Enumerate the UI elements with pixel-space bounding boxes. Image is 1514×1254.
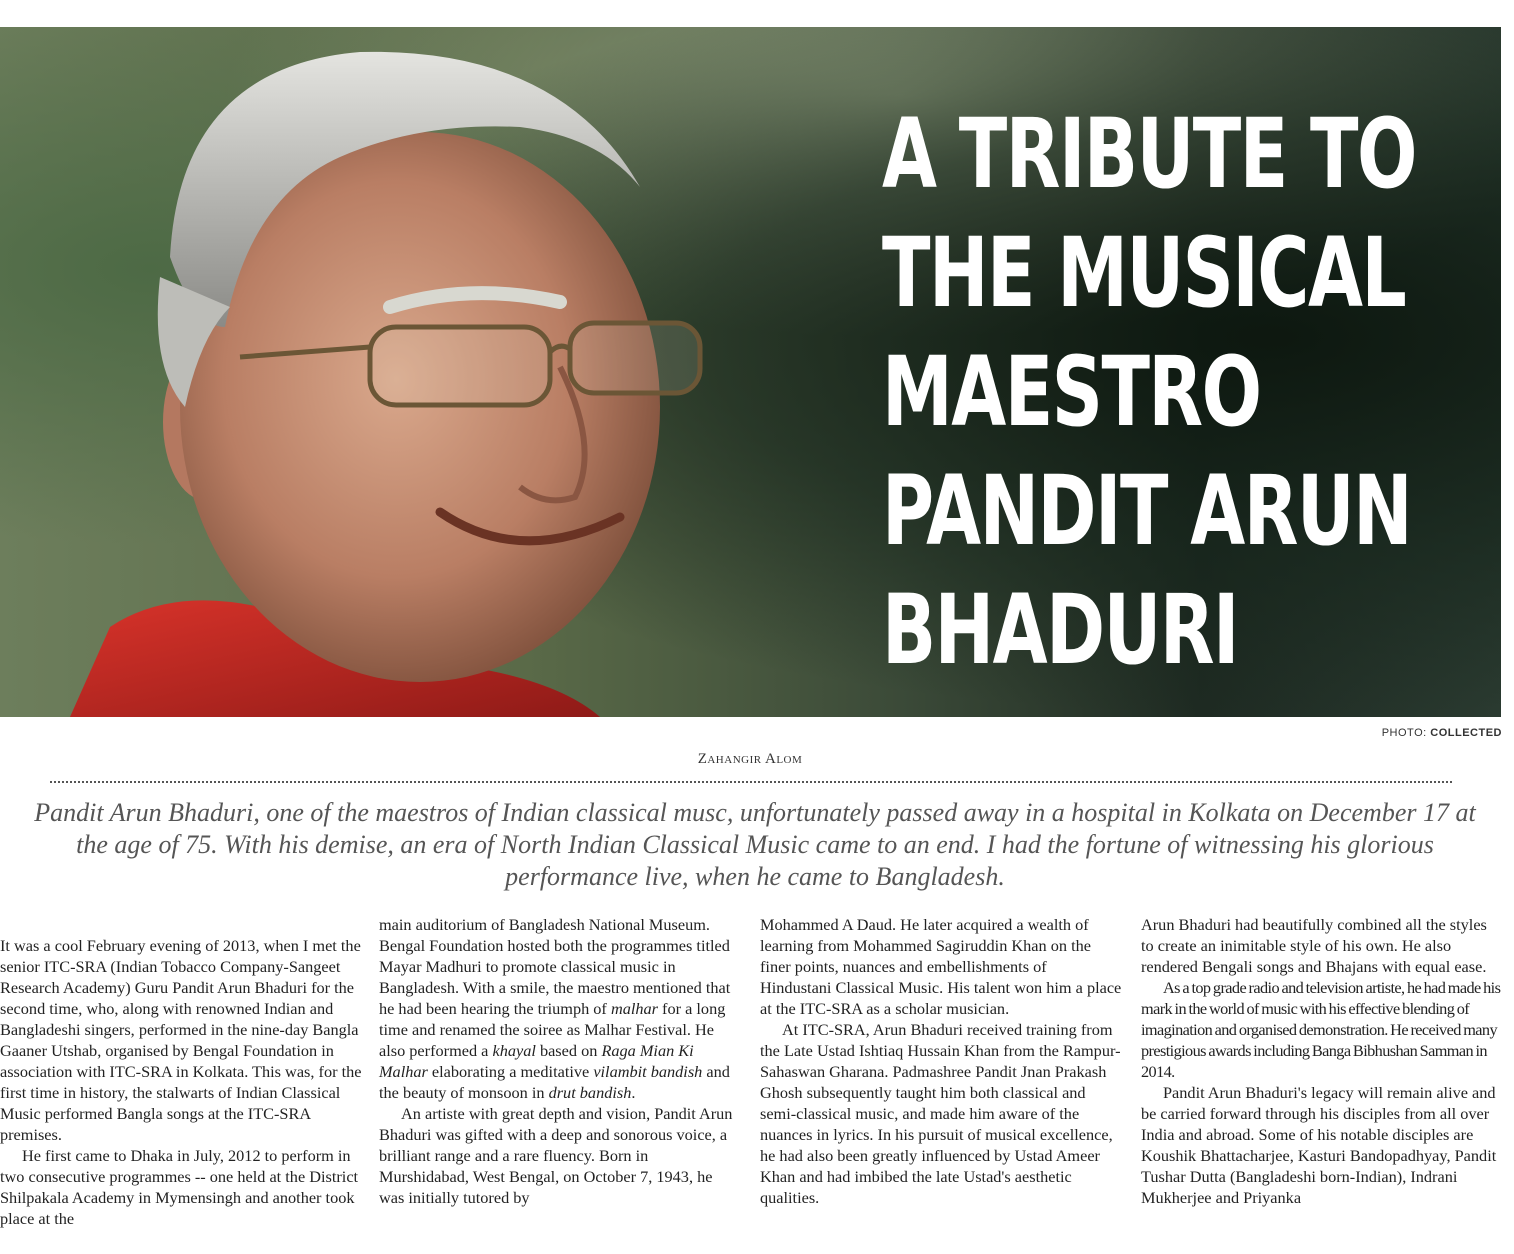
paragraph: [379, 914, 741, 1103]
emphasis: Raga Mian Ki Malhar: [379, 1041, 694, 1081]
paragraph: An artiste with great depth and vision, Pandit Arun Bhaduri was gifted with a deep and sonorous voice, a brilliant range and a rare fluency. Born in Murshidabad, West Bengal, on October 7, 1943, he was initially tutored by: [379, 1104, 733, 1207]
headline-line: THE MUSICAL: [882, 217, 1406, 329]
intro-deck: Pandit Arun Bhaduri, one of the maestros of Indian classical musc, unfortunately passed away in a hospital in Kolkata on December 17 at the age of 75. With his demise, an era of North Indian Classical Music came to an end. I had the fortune of witnessing his glorious performance live, when he came to Bangladesh.: [34, 798, 1476, 891]
text-run: .: [631, 1083, 636, 1102]
glasses-right-lens: [570, 323, 700, 393]
text-run: and the beauty of monsoon in: [379, 1062, 730, 1102]
text-run: for a long time and renamed the soiree as Malhar Festival. He also performed a: [379, 999, 726, 1060]
article-column-1: [0, 935, 362, 1229]
article-column-2: [379, 914, 741, 1208]
headline-line: BHADURI: [882, 574, 1239, 686]
text-run: main auditorium of Bangladesh National Museum. Bengal Foundation hosted both the programmes titled Mayar Madhuri to promote classical music in Bangladesh. With a smile, the maestro mentioned that he had been hearing the triumph of: [379, 915, 731, 1018]
text-run: elaborating a meditative: [427, 1062, 594, 1081]
emphasis: malhar: [610, 999, 658, 1018]
headline: [882, 95, 1416, 690]
headline-line: MAESTRO: [882, 336, 1261, 448]
byline: Zahangir Alom: [697, 751, 803, 767]
article-column-4: [1141, 914, 1503, 1208]
emphasis: drut bandish: [548, 1083, 632, 1102]
article-column-3: [760, 914, 1122, 1208]
paragraph: It was a cool February evening of 2013, when I met the senior ITC-SRA (Indian Tobacco Company-Sangeet Research Academy) Guru Pandit Arun Bhaduri for the second time, who, along with renowned Indian and Bangladeshi singers, performed in the nine-day Bangla Gaaner Utshab, organised by Bengal Foundation in association with ITC-SRA in Kolkata. This was, for the first time in history, the stalwarts of Indian Classical Music performed Bangla songs at the ITC-SRA premises.: [0, 936, 362, 1144]
paragraph: Mohammed A Daud. He later acquired a wealth of learning from Mohammed Sagiruddin Khan on the finer points, nuances and embellishments of Hindustani Classical Music. His talent won him a place at the ITC-SRA as a scholar musician.: [760, 915, 1122, 1018]
paragraph: He first came to Dhaka in July, 2012 to perform in two consecutive programmes -- one held at the District Shilpakala Academy in Mymensingh and another took place at the: [0, 1146, 359, 1228]
emphasis: vilambit bandish: [593, 1062, 703, 1081]
paragraph: At ITC-SRA, Arun Bhaduri received training from the Late Ustad Ishtiaq Hussain Khan from the Rampur-Sahaswan Gharana. Padmashree Pandit Jnan Prakash Ghosh subsequently taught him both classical and semi-classical music, and made him aware of the nuances in lyrics. In his pursuit of musical excellence, he had also been greatly influenced by Ustad Ameer Khan and had imbibed the late Ustad's aesthetic qualities.: [760, 1020, 1121, 1207]
hero-photo: [0, 27, 1501, 717]
glasses-left-lens: [370, 327, 550, 405]
paragraph: Pandit Arun Bhaduri's legacy will remain alive and be carried forward through his disciples from all over India and abroad. Some of his notable disciples are Koushik Bhattacharjee, Kasturi Bandopadhyay, Pandit Tushar Dutta (Bangladeshi born-Indian), Indrani Mukherjee and Priyanka: [1141, 1083, 1497, 1207]
emphasis: khayal: [492, 1041, 536, 1060]
headline-line: PANDIT ARUN: [882, 455, 1412, 567]
headline-line: A TRIBUTE TO: [882, 98, 1416, 210]
paragraph: As a top grade radio and television artiste, he had made his mark in the world of music with his effective blending of imagination and organised demonstration. He received many prestigious awards including Banga Bibhushan Samman in 2014.: [1141, 978, 1501, 1081]
photo-credit: [1382, 727, 1502, 739]
text-run: based on: [535, 1041, 602, 1060]
paragraph: Arun Bhaduri had beautifully combined all the styles to create an inimitable style of his own. He also rendered Bengali songs and Bhajans with equal ease.: [1141, 915, 1487, 976]
dotted-divider: [50, 781, 1452, 783]
photo-credit-label: PHOTO:: [1381, 727, 1427, 739]
photo-credit-source: COLLECTED: [1430, 727, 1502, 739]
